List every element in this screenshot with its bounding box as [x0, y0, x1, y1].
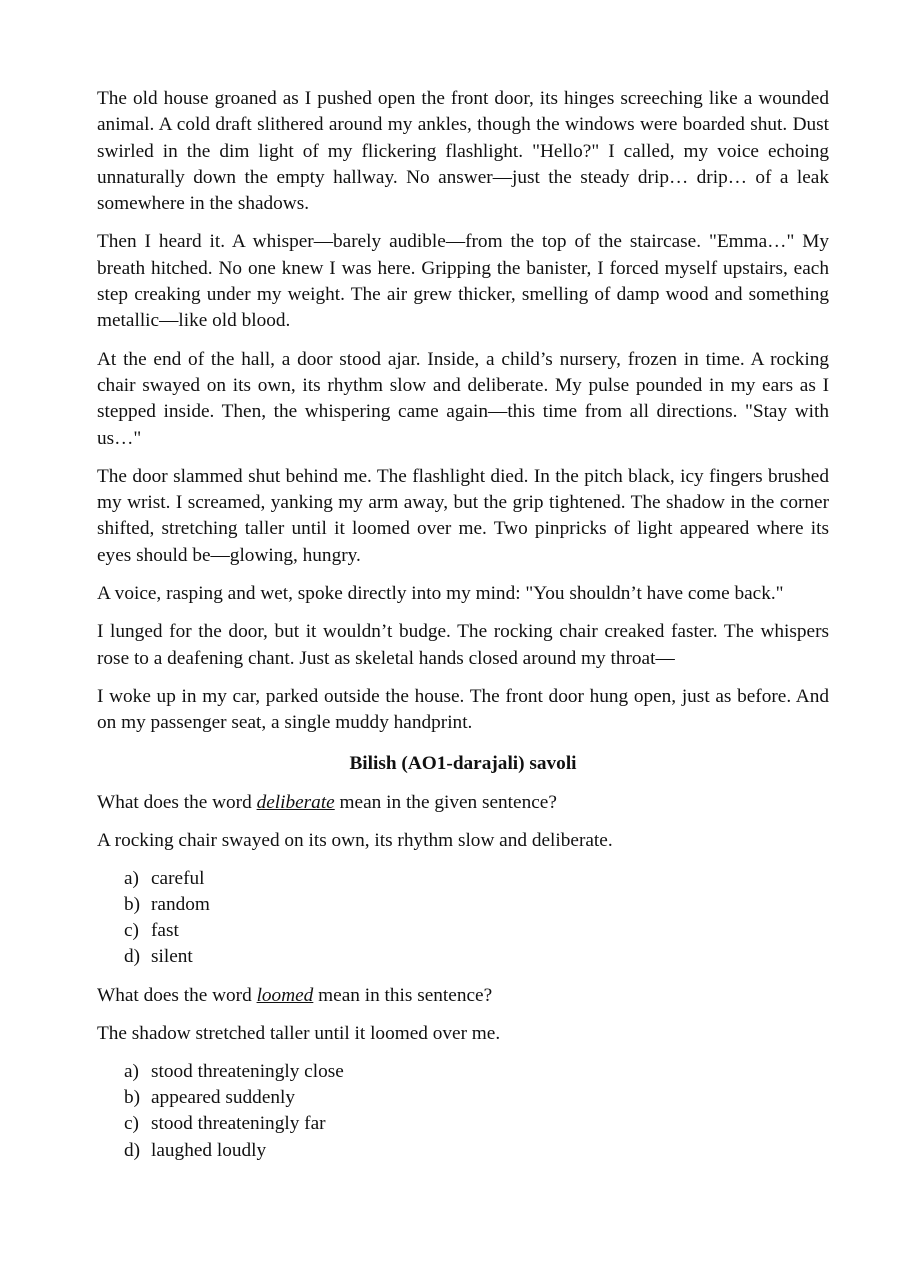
option-text: stood threateningly close [151, 1060, 344, 1082]
answer-option-c [124, 1111, 829, 1137]
answer-option-c [124, 918, 829, 944]
story-paragraph-7: I woke up in my car, parked outside the house. The front door hung open, just as before. And on my passenger seat, a single muddy handprint. [97, 685, 829, 734]
question-prompt-before: What does the word [97, 791, 257, 813]
answer-option-d [124, 944, 829, 970]
question-block-1 [97, 790, 829, 971]
question-prompt-after: mean in this sentence? [313, 984, 493, 1006]
option-letter: a) [124, 1060, 139, 1082]
option-letter: d) [124, 1139, 141, 1161]
answer-option-a [124, 1059, 829, 1085]
option-letter: d) [124, 946, 141, 968]
question-prompt-before: What does the word [97, 984, 257, 1006]
answer-option-b [124, 892, 829, 918]
option-letter: a) [124, 867, 139, 889]
question-block-2 [97, 983, 829, 1164]
option-letter: c) [124, 920, 139, 942]
question-prompt [97, 983, 829, 1009]
question-sentence: The shadow stretched taller until it loomed over me. [97, 1022, 501, 1044]
option-text: silent [151, 946, 193, 968]
story-paragraph-4: The door slammed shut behind me. The flashlight died. In the pitch black, icy fingers brushed my wrist. I screamed, yanking my arm away, but the grip tightened. The shadow in the corner shifted, stretching taller until it loomed over me. Two pinpricks of light appeared where its eyes should be—glowing, hungry. [97, 465, 829, 566]
answer-option-b [124, 1085, 829, 1111]
option-text: stood threateningly far [151, 1113, 326, 1135]
option-letter: b) [124, 893, 141, 915]
section-heading: Bilish (AO1-darajali) savoli [349, 752, 577, 774]
answer-option-d [124, 1138, 829, 1164]
question-prompt-after: mean in the given sentence? [334, 791, 557, 813]
option-text: careful [151, 867, 205, 889]
option-letter: c) [124, 1113, 139, 1135]
story-text [97, 86, 829, 737]
story-paragraph-6: I lunged for the door, but it wouldn’t budge. The rocking chair creaked faster. The whispers rose to a deafening chant. Just as skeletal hands closed around my throat— [97, 621, 829, 669]
option-letter: b) [124, 1087, 141, 1109]
question-keyword: deliberate [256, 791, 335, 813]
story-paragraph-3: At the end of the hall, a door stood ajar. Inside, a child’s nursery, frozen in time. A rocking chair swayed on its own, its rhythm slow and deliberate. My pulse pounded in my ears as I stepped inside. Then, the whispering came again—this time from all directions. "Stay with us…" [97, 348, 829, 449]
story-paragraph-1: The old house groaned as I pushed open the front door, its hinges screeching like a wounded animal. A cold draft slithered around my ankles, though the windows were boarded shut. Dust swirled in the dim light of my flickering flashlight. "Hello?" I called, my voice echoing unnaturally down the empty hallway. No answer—just the steady drip… drip… of a leak somewhere in the shadows. [97, 88, 829, 215]
story-paragraph-5: A voice, rasping and wet, spoke directly into my mind: "You shouldn’t have come back." [97, 583, 784, 605]
option-text: appeared suddenly [151, 1087, 296, 1109]
option-text: random [151, 893, 210, 915]
answer-options [97, 866, 829, 971]
option-text: fast [151, 920, 179, 942]
question-keyword: loomed [256, 984, 314, 1006]
answer-options [97, 1059, 829, 1164]
question-sentence: A rocking chair swayed on its own, its rhythm slow and deliberate. [97, 829, 613, 851]
story-paragraph-2: Then I heard it. A whisper—barely audible—from the top of the staircase. "Emma…" My breath hitched. No one knew I was here. Gripping the banister, I forced myself upstairs, each step creaking under my weight. The air grew thicker, smelling of damp wood and something metallic—like old blood. [97, 231, 829, 332]
option-text: laughed loudly [151, 1139, 267, 1161]
question-prompt [97, 790, 829, 816]
answer-option-a [124, 866, 829, 892]
